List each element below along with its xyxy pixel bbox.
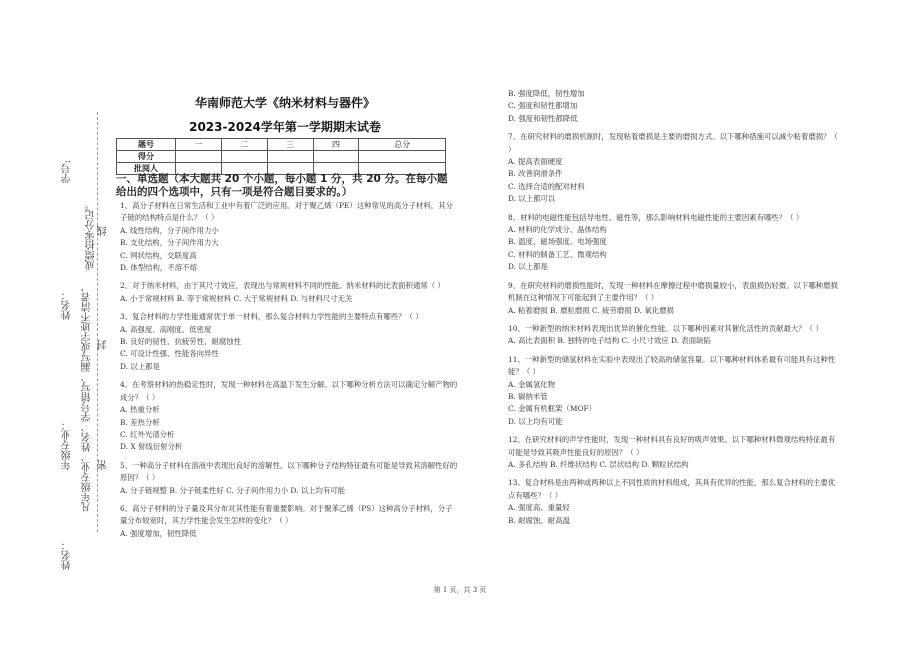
binding-mark-line: 线 [98, 226, 109, 236]
question-stem: 11、一种新型的储氢材料在实验中表现出了较高的储氢容量。以下哪种材料体系最有可能具有这种性能？（ ） [508, 354, 836, 377]
score-row-label: 得分 [117, 151, 176, 163]
student-id-label: 学号: [62, 160, 73, 184]
score-cell[interactable] [176, 151, 222, 163]
score-cell[interactable] [267, 151, 313, 163]
question [508, 354, 838, 428]
question-stem: 3、复合材料的力学性能通常优于单一材料，那么复合材料力学性能的主要特点有哪些？（ ） [120, 312, 423, 322]
answer-option[interactable]: A. 金属氢化物 [508, 379, 555, 389]
question [508, 434, 838, 471]
question-stem: 10、一种新型的纳米材料表现出优异的催化性能。以下哪种因素对其催化活性的贡献最大？（ ） [508, 323, 823, 333]
score-header: 总分 [359, 139, 446, 151]
question-stem: 6、高分子材料的分子量及其分布对其性能有着重要影响。对于聚苯乙烯（PS）这种高分子材料，分子量分布较宽时，其力学性能会发生怎样的变化？（ ） [120, 503, 453, 526]
answer-option[interactable]: A. 分子链规整 B. 分子链柔性好 C. 分子间作用力小 D. 以上均有可能 [120, 485, 346, 495]
answer-option[interactable]: C. 选择合适的配对材料 [508, 181, 585, 191]
score-header: 二 [221, 139, 267, 151]
answer-option[interactable]: D. 以上均有可能 [508, 416, 563, 426]
reviewer-row-label: 批阅人 [117, 163, 176, 175]
question [508, 88, 838, 125]
right-question-column [508, 88, 838, 527]
answer-option[interactable]: A. 材料的化学成分、晶体结构 [508, 225, 607, 235]
score-header: 一 [176, 139, 222, 151]
answer-option[interactable]: A. 提高表面硬度 [508, 157, 563, 167]
answer-option[interactable]: A. 强度增加，韧性降低 [120, 528, 197, 538]
answer-option[interactable]: B. 差热分析 [120, 417, 160, 427]
score-cell[interactable] [221, 151, 267, 163]
answer-option[interactable]: B. 强度降低，韧性增加 [508, 89, 585, 98]
answer-option[interactable]: D. 以上都是 [120, 361, 160, 371]
answer-option[interactable]: C. 强度和韧性都增加 [508, 101, 578, 111]
answer-option[interactable]: D. 强度和韧性都降低 [508, 113, 578, 123]
answer-option[interactable]: A. 高强度、高刚度、低密度 [120, 324, 212, 334]
left-question-column [120, 200, 458, 540]
binding-mark-secret: 密 [98, 460, 109, 470]
answer-option[interactable]: A. 多孔结构 B. 纤维状结构 C. 层状结构 D. 颗粒状结构 [508, 459, 689, 469]
score-table [116, 138, 446, 175]
question-stem: 13、复合材料是由两种或两种以上不同性质的材料组成，其具有优异的性能，那么复合材料的主要优点有哪些？（ ） [508, 478, 836, 500]
name-label-2: 姓名： [62, 540, 73, 570]
question [508, 477, 838, 527]
question-stem: 5、一种高分子材料在溶液中表现出良好的溶解性。以下哪种分子结构特征最有可能是导致其溶解性好的原因？（ ） [120, 460, 458, 483]
answer-option[interactable]: D. 体型结构，不溶不熔 [120, 263, 197, 273]
question [120, 503, 458, 540]
grade-major-label: 年级专业： [62, 420, 73, 470]
binding-mark-seal: 封 [98, 340, 109, 350]
answer-option[interactable]: B. 良好的韧性、抗疲劳性、耐腐蚀性 [120, 337, 241, 347]
question-stem: 4、在考察材料的热稳定性时，发现一种材料在高温下发生分解。以下哪种分析方法可以确定分解产物的成分？（ ） [120, 380, 458, 402]
score-header: 题号 [117, 139, 176, 151]
answer-option[interactable]: C. 网状结构，交联度高 [120, 250, 197, 260]
answer-option[interactable]: D. 以上都可以 [508, 194, 556, 204]
question [508, 131, 838, 205]
answer-option[interactable]: B. 改善润滑条件 [508, 169, 563, 179]
score-cell[interactable] [359, 151, 446, 163]
answer-option[interactable]: A. 小于常规材料 B. 等于常规材料 C. 大于常规材料 D. 与材料尺寸无关 [120, 293, 353, 303]
score-header: 四 [313, 139, 359, 151]
question-stem: 1、高分子材料在日常生活和工业中有着广泛的应用。对于聚乙烯（PE）这种常见的高分子材料，其分子链的结构特点是什么？（ ） [120, 201, 453, 223]
question [120, 200, 458, 274]
question [508, 280, 838, 317]
question-stem: 7、在研究材料的磨损机制时，发现粘着磨损是主要的磨损方式。以下哪种措施可以减少粘着磨损？（ ） [508, 132, 838, 154]
question [120, 311, 458, 373]
score-header: 三 [267, 139, 313, 151]
section-heading: 一、单选题（本大题共 20 个小题，每小题 1 分，共 20 分。在每小题给出的四个选项中，只有一项是符合题目要求的。） [116, 173, 448, 198]
question-stem: 8、材料的电磁性能包括导电性、磁性等，那么影响材料电磁性能的主要因素有哪些？（ ） [508, 212, 804, 222]
question [508, 323, 838, 348]
answer-option[interactable]: A. 强度高、重量轻 [508, 503, 570, 513]
question-stem: 2、对于纳米材料，由于其尺寸效应，表现出与常规材料不同的性能。纳米材料的比表面积通常（ ） [120, 281, 445, 291]
answer-option[interactable]: A. 粘着磨损 B. 磨粒磨损 C. 疲劳磨损 D. 氧化磨损 [508, 305, 674, 315]
exam-title: 华南师范大学《纳米材料与器件》 [194, 96, 375, 110]
question-stem: 12、在研究材料的声学性能时，发现一种材料具有良好的吸声效果。以下哪种材料微观结构特征最有可能是导致其吸声性能良好的原因？（ ） [508, 435, 836, 457]
exam-term: 2023-2024学年第一学期期末试卷 [189, 120, 381, 134]
answer-option[interactable]: B. 碳纳米管 [508, 391, 548, 401]
answer-option[interactable]: D. 以上都是 [508, 262, 548, 272]
page-footer: 第 1 页，共 3 页 [433, 586, 487, 594]
answer-option[interactable]: B. 耐腐蚀、耐高温 [508, 515, 570, 525]
answer-option[interactable]: C. 可设计性强、性能各向异性 [120, 349, 219, 359]
answer-option[interactable]: A. 高比表面积 B. 独特的电子结构 C. 小尺寸效应 D. 表面缺陷 [508, 336, 711, 346]
score-cell[interactable] [313, 151, 359, 163]
answer-option[interactable]: B. 温度、磁场强度、电场强度 [508, 237, 607, 247]
question-stem: 9、在研究材料的磨损性能时，发现一种材料在摩擦过程中磨损量较小，表面损伤轻微。以下哪种磨损机制在这种情况下可能起到了主要作用？（ ） [508, 280, 838, 303]
answer-option[interactable]: A. 线性结构，分子间作用力小 [120, 225, 219, 235]
answer-option[interactable]: C. 材料的制备工艺、微观结构 [508, 249, 607, 259]
answer-option[interactable]: B. 支化结构，分子间作用力大 [120, 238, 219, 248]
grade-note: 成绩拾零分记。 [86, 200, 97, 270]
question [120, 379, 458, 453]
question [120, 280, 458, 305]
question [120, 460, 458, 497]
binding-warning: 凡年级专业、姓名、学号错写、漏写或字迹不清者， [82, 282, 93, 512]
answer-option[interactable]: A. 热重分析 [120, 405, 160, 415]
answer-option[interactable]: C. 金属有机框架（MOF） [508, 404, 596, 414]
question [508, 212, 838, 274]
name-label: 姓名： [62, 290, 73, 320]
answer-option[interactable]: C. 红外光谱分析 [120, 429, 175, 439]
answer-option[interactable]: D. X 射线衍射分析 [120, 442, 183, 452]
